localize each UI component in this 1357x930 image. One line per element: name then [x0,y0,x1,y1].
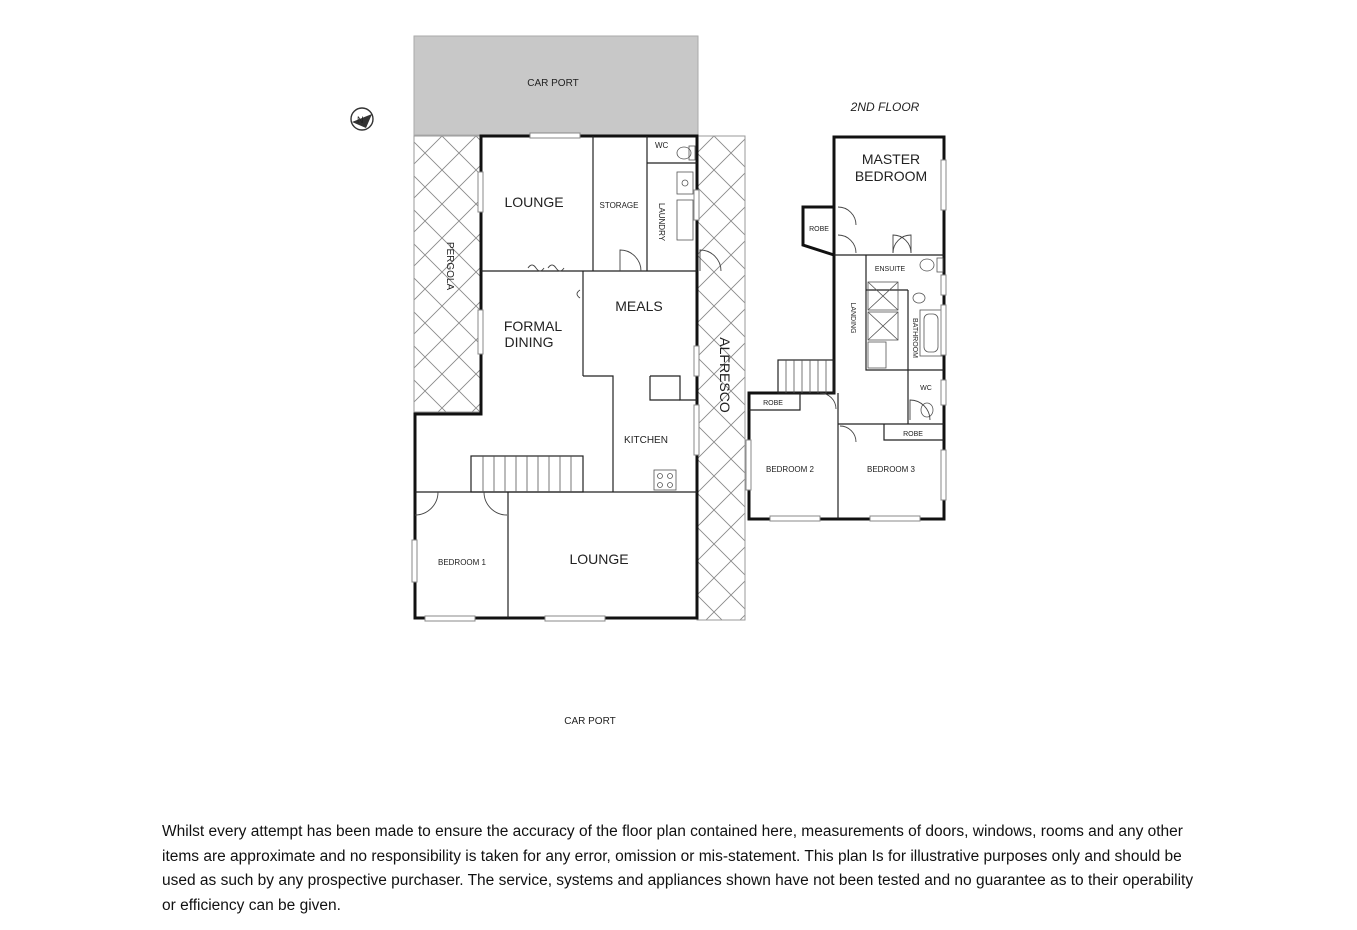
second-interior-walls [749,255,944,519]
label-alfresco: ALFRESCO [717,337,733,413]
svg-text:N: N [357,115,364,125]
label-master-bedroom-2: BEDROOM [854,168,928,184]
label-bedroom-2: BEDROOM 2 [765,465,815,474]
label-lounge-lower: LOUNGE [569,551,629,567]
label-storage: STORAGE [599,201,639,210]
label-wc-second: WC [920,385,932,392]
label-ensuite: ENSUITE [874,266,906,273]
label-bedroom-1: BEDROOM 1 [437,558,487,567]
label-2nd-floor: 2ND FLOOR [850,100,920,114]
north-compass-icon [351,108,373,130]
label-wc-ground: WC [655,141,669,150]
label-kitchen: KITCHEN [624,435,668,446]
second-floor [746,100,946,521]
label-formal-dining-1: FORMAL [503,318,563,334]
disclaimer-text: Whilst every attempt has been made to ensure the accuracy of the floor plan contained here, measurements of doors, windows, rooms and any other items are approximate and no responsibility is taken for any error, omission or mis-statement. This plan Is for illustrative purposes only and should be used as such by any prospective purchaser. The service, systems and appliances shown have not been tested and no guarantee as to their operability or efficiency can be given. [162,823,1194,914]
ground-floor [351,36,745,727]
label-robe-bed3: ROBE [903,431,923,438]
label-bedroom-3: BEDROOM 3 [866,465,916,474]
label-robe-master: ROBE [809,226,829,233]
label-formal-dining-2: DINING [504,334,554,350]
label-meals: MEALS [615,298,663,314]
label-landing: LANDING [849,302,856,334]
label-master-bedroom-1: MASTER [861,151,921,167]
label-laundry: LAUNDRY [657,202,666,242]
label-robe-bed2: ROBE [763,400,783,407]
label-pergola: PERGOLA [444,241,455,291]
label-bathroom: BATHROOM [911,318,918,358]
label-car-port-top: CAR PORT [527,78,579,89]
label-car-port-bottom: CAR PORT [564,716,616,727]
label-lounge-upper: LOUNGE [504,194,564,210]
